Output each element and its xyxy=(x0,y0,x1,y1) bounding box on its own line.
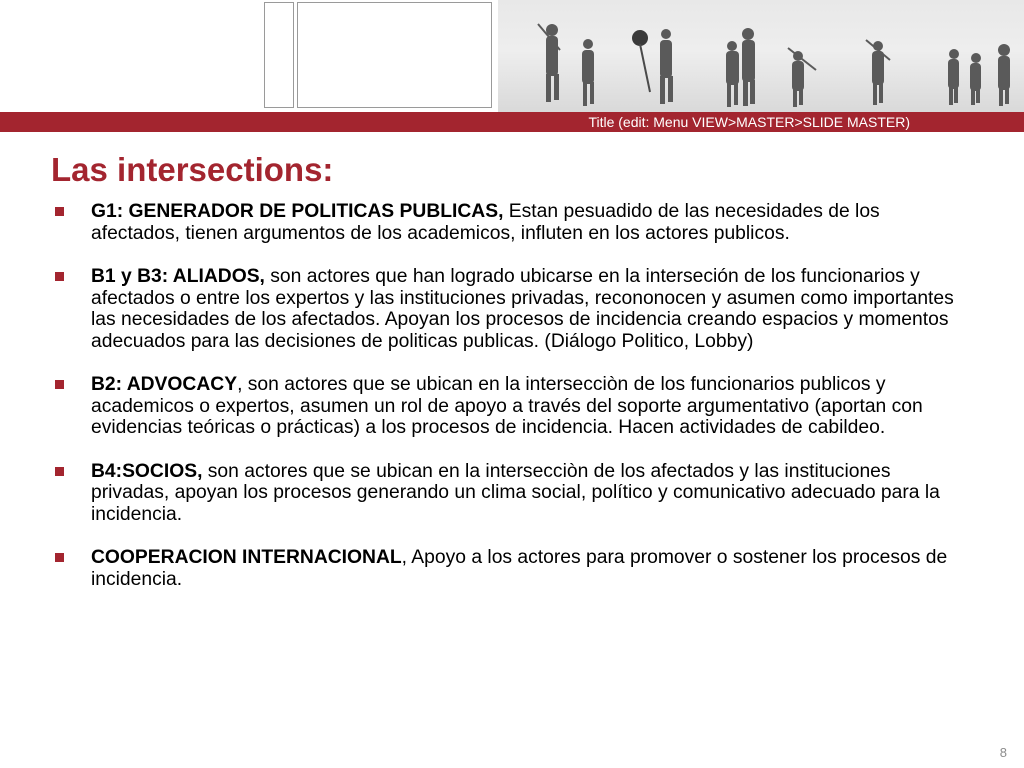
bullet-text: son actores que han logrado ubicarse en la interseción de los funcionarios y afectados o entre los expertos y las instituciones privadas, recononocen y asumen como importantes las necesidades de los afectados. Apoyan los procesos de incidencia creando espacios y momentos adecuados para las decisiones de politicas publicas. (Diálogo Politico, Lobby) xyxy=(91,266,954,352)
bullet-item xyxy=(55,266,955,352)
bullet-term: B4:SOCIOS, xyxy=(91,460,203,482)
master-title-placeholder: Title (edit: Menu VIEW>MASTER>SLIDE MASTER) xyxy=(588,114,910,130)
bullet-text: , Apoyo a los actores para promover o sostener los procesos de incidencia. xyxy=(91,547,948,590)
bullet-list xyxy=(55,201,955,612)
bullet-item xyxy=(55,461,955,526)
bullet-item xyxy=(55,201,955,244)
walking-people-silhouettes-image xyxy=(498,0,1024,112)
bullet-text: Estan pesuadido de las necesidades de los afectados, tienen argumentos de los academicos, influten en los actores publicos. xyxy=(91,201,880,244)
bullet-text: son actores que se ubican en la intersecciòn de los afectados y las instituciones privadas, apoyan los procesos generando un clima social, político y comunicativo adecuado para la incidencia. xyxy=(91,460,940,525)
square-bullet-icon xyxy=(55,467,64,476)
square-bullet-icon xyxy=(55,272,64,281)
decorative-frame-wide xyxy=(297,2,492,108)
bullet-item xyxy=(55,374,955,439)
decorative-frame-narrow xyxy=(264,2,294,108)
bullet-text: , son actores que se ubican en la intersecciòn de los funcionarios publicos y academicos o expertos, asumen un rol de apoyo a través del soporte argumentativo (aportan con evidencias teóricas o prácticas) a los procesos de incidencia. Hacen actividades de cabildeo. xyxy=(91,374,923,438)
page-number: 8 xyxy=(999,745,1007,760)
bullet-term: G1: GENERADOR DE POLITICAS PUBLICAS, xyxy=(91,201,504,222)
bullet-term: COOPERACION INTERNACIONAL xyxy=(91,547,402,568)
bullet-term: B2: ADVOCACY xyxy=(91,374,238,395)
square-bullet-icon xyxy=(55,207,64,216)
slide-title: Las intersections: xyxy=(51,151,334,188)
header-banner xyxy=(0,0,1024,112)
banner-photo xyxy=(498,0,1024,112)
square-bullet-icon xyxy=(55,553,64,562)
square-bullet-icon xyxy=(55,380,64,389)
bullet-term: B1 y B3: ALIADOS, xyxy=(91,266,265,287)
bullet-item xyxy=(55,547,955,590)
